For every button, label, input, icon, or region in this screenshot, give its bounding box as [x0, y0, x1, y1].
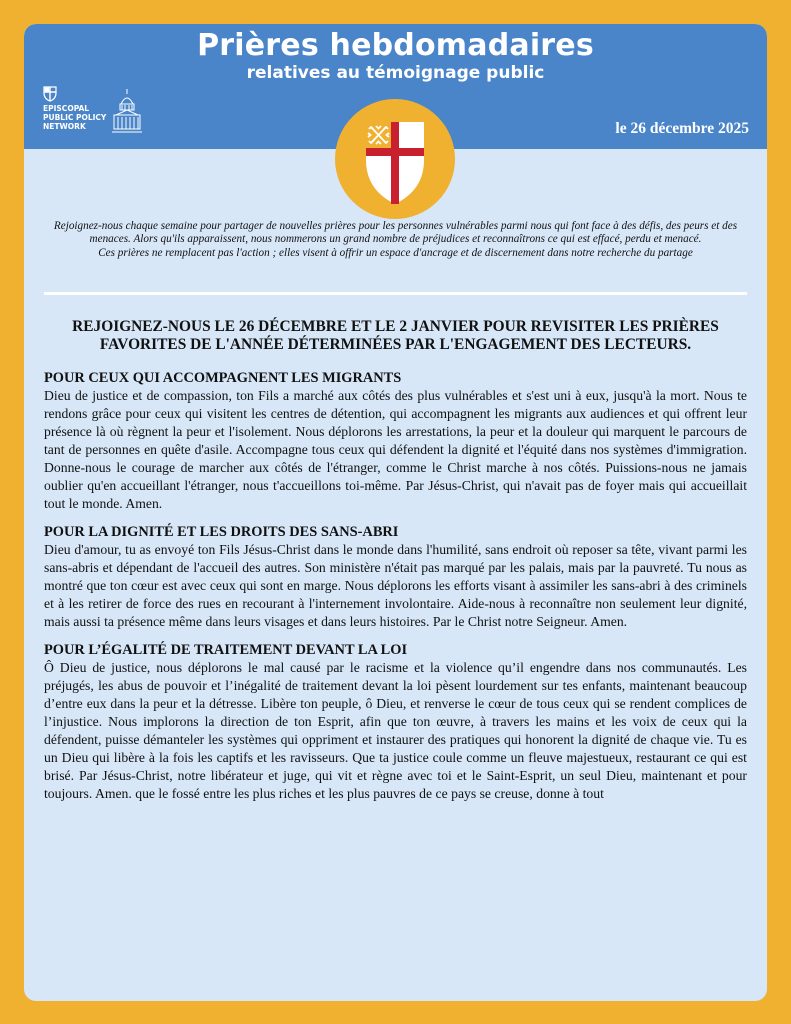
prayer-section [44, 523, 747, 631]
episcopal-shield-icon [334, 98, 456, 220]
divider [44, 292, 747, 295]
prayer-body: Dieu d'amour, tu as envoyé ton Fils Jésus-Christ dans le monde dans l'humilité, sans endroit où reposer sa tête, vivant parmi les sans-abris et dépendant de l'accueil des autres. Son ministère n'était pas marqué par les palais, mais par la pauvreté. Tu nous as montré que ton cœur est avec ceux qui sont en marge. Nous déplorons les efforts visant à assimiler les sans-abri à des criminels et à les retirer de force des rues en recourant à l'internement involontaire. Aide-nous à reconnaître non seulement leur dignité, mais aussi ta présence même dans leurs visages et dans leurs histoires. Par le Christ notre Seigneur. Amen. [44, 542, 747, 629]
intro-line-2: Ces prières ne remplacent pas l'action ; elles visent à offrir un espace d'ancrage et de discernement dans notre recherche du partage [98, 246, 693, 259]
mini-shield-icon [43, 86, 57, 102]
prayer-body: Dieu de justice et de compassion, ton Fils a marché aux côtés des plus vulnérables et s'est uni à eux, jusqu'à la mort. Nous te rendons grâce pour ceux qui visitent les centres de détention, qui accompagnent les migrants aux audiences et qui offrent leur présence là où règnent la peur et l'isolement. Nous déplorons les arrestations, la peur et la douleur qui marquent le parcours de tant de personnes en quête d'asile. Accompagne tous ceux qui défendent la dignité et l'équité dans nos systèmes d'immigration. Donne-nous le courage de marcher aux côtés de l'étranger, comme le Christ marche à nos côtés. Puissions-nous ne jamais oublier qu'en accueillant l'étranger, nous t'accueillons toi-même. Par Jésus-Christ, qui n'avait pas de foyer mais qui accueillait tout le monde. Amen. [44, 388, 747, 511]
prayers-content [44, 369, 747, 813]
intro-text [44, 220, 747, 260]
capitol-icon [111, 88, 143, 134]
page-card [24, 24, 767, 1001]
prayer-section [44, 369, 747, 513]
prayer-section [44, 641, 747, 803]
announcement-heading: REJOIGNEZ-NOUS LE 26 DÉCEMBRE ET LE 2 JANVIER POUR REVISITER LES PRIÈRES FAVORITES DE L'ANNÉE DÉTERMINÉES PAR L'ENGAGEMENT DES LECTEURS. [72, 318, 719, 353]
page-subtitle: relatives au témoignage public [246, 63, 545, 83]
intro-line-1: Rejoignez-nous chaque semaine pour partager de nouvelles prières pour les personnes vulnérables parmi nous qui font face à des défis, des peurs et des menaces. Alors qu'ils apparaissent, nous nommerons un grand nombre de préjudices et reconnaîtrons ce qui est effacé, perdu et menacé. [53, 220, 738, 246]
org-name: EPISCOPAL PUBLIC POLICY NETWORK [43, 104, 107, 131]
prayer-title: POUR L’ÉGALITÉ DE TRAITEMENT DEVANT LA LOI [44, 642, 408, 658]
publication-date: le 26 décembre 2025 [615, 120, 749, 137]
prayer-title: POUR CEUX QUI ACCOMPAGNENT LES MIGRANTS [44, 370, 402, 386]
prayer-body: Ô Dieu de justice, nous déplorons le mal causé par le racisme et la violence qu’il engendre dans nos communautés. Les préjugés, les abus de pouvoir et l’inégalité de traitement devant la loi pèsent lourdement sur tes enfants, maintenant beaucoup d’entre eux dans la peur et la détresse. Libère ton peuple, ô Dieu, et renverse le cœur de tous ceux qui se rendent complices de l’injustice. Nous implorons la direction de ton Esprit, afin que ton œuvre, à travers les mains et les voix de ceux qui la défendent, puisse démanteler les systèmes qui oppriment et instaurer des pratiques qui honorent la dignité de chaque vie. Tu es un Dieu qui libère à la fois les captifs et les ravisseurs. Que ta justice coule comme un fleuve majestueux, restaurant ce qui est brisé. Par Jésus-Christ, notre libérateur et juge, qui vit et règne avec toi et le Saint-Esprit, un seul Dieu, maintenant et pour toujours. Amen. que le fossé entre les plus riches et les plus pauvres de ce pays se creuse, donne à tout [44, 660, 747, 801]
org-logo [43, 86, 153, 138]
prayer-title: POUR LA DIGNITÉ ET LES DROITS DES SANS-ABRI [44, 524, 399, 540]
page-title: Prières hebdomadaires [197, 28, 594, 63]
